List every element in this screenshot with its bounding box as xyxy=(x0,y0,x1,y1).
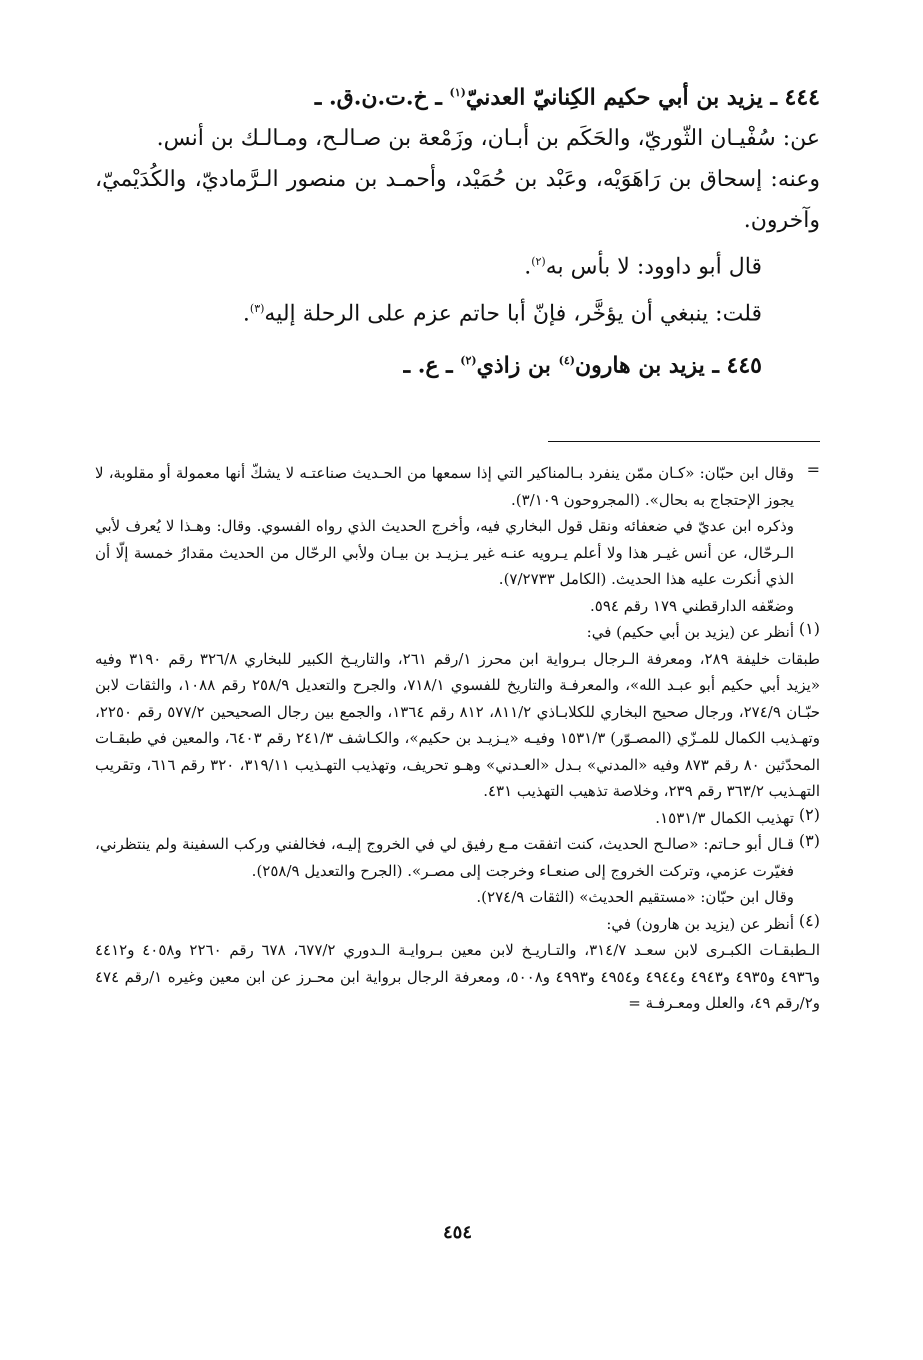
author-comment-text: قلت: ينبغي أن يؤخَّر، فإنّ أبا حاتم عزم على الرحلة إليه xyxy=(264,300,762,326)
entry-444-teachers: عن: سُفْيـان الثّوريّ، والحَكَم بن أبـان، وزَمْعة بن صـالـح، ومـالـك بن أنس. xyxy=(156,126,820,152)
book-page xyxy=(95,72,820,1342)
footnote-1 xyxy=(95,619,820,805)
entry-445-heading xyxy=(95,340,820,386)
entry-444-heading xyxy=(95,72,820,118)
main-text xyxy=(95,72,820,386)
footnote-4-para-2: الـطبقـات الكبـرى لابن سعـد ٣١٤/٧، والتـاريـخ لابن معين بـروايـة الـدوري ٦٧٧/٢، ٦٧٨ رقم ٢٢٦٠ و٤٠٥٨ و٤٤١٢ و٤٩٣٦ و٤٩٣٥ و٤٩٤٣ و٤٩٤٤ و٤٩٥٤ و٤٩٩٣ و٥٠٠٨، ومعرفة الرجال برواية ابن محـرز عن ابن معين وغيره ١/رقم ٤٧٤ و٢/رقم ٤٩، والعلل ومعـرفـة = xyxy=(95,941,821,1012)
footnote-4-para-1: أنظر عن (يزيد بن هارون) في: xyxy=(606,914,794,933)
footnote-continuation xyxy=(95,460,820,619)
footnote-ref-3[interactable]: (٣) xyxy=(249,301,265,315)
continuation-para-2: وذكره ابن عديّ في ضعفائه ونقل قول البخاري فيه، وأخرج الحديث الذي رواه الفسوي. وقال: وهـذا لا يُعرف لأبي الـرحّال، عن أنس غيـر هذا ولا أعلم يـرويه عنـه غير يـزيـد بن بيـان ولأبي الرحّال من الحديث مقدارُ خمسة إلّا أن الذي أنكرت عليه هذا الحديث. (الكامل ٧/٢٧٣٣). xyxy=(95,517,794,588)
entry-444-codes: ـ خ.ت.ن.ق. ـ xyxy=(314,84,450,111)
footnote-3 xyxy=(95,831,820,911)
abu-dawud-statement xyxy=(95,241,820,287)
footnote-1-para-1: أنظر عن (يزيد بن أبي حكيم) في: xyxy=(586,623,794,641)
footnote-ref-2[interactable]: (٢) xyxy=(531,255,546,269)
footnote-number: (٣) xyxy=(798,831,820,850)
footnote-number: (١) xyxy=(798,619,820,638)
footnote-2-para-1: تهذيب الكمال ١٥٣١/٣. xyxy=(655,808,794,827)
footnote-3-para-2: وقال ابن حبّان: «مستقيم الحديث» (الثقات ٢٧٤/٩). xyxy=(476,888,794,906)
footnote-separator xyxy=(548,441,820,442)
entry-445-codes: ـ ع. ـ xyxy=(403,352,461,379)
footnote-2 xyxy=(95,805,820,832)
footnote-number: (٤) xyxy=(798,910,820,930)
footnote-4 xyxy=(95,911,820,1017)
footnote-ref-4[interactable]: (٤) xyxy=(558,353,575,367)
author-comment-end: . xyxy=(242,300,250,326)
footnotes xyxy=(95,460,820,1017)
footnote-number: (٢) xyxy=(798,804,820,824)
abu-dawud-end: . xyxy=(524,254,532,280)
entry-445-title-b: بن زاذي xyxy=(476,352,559,379)
author-comment xyxy=(95,288,820,334)
abu-dawud-text: قال أبو داوود: لا بأس به xyxy=(545,254,762,280)
entry-445-title-a: ٤٤٥ ـ يزيد بن هارون xyxy=(574,352,762,379)
footnote-ref-2b[interactable]: (٢) xyxy=(460,353,477,367)
page-number: ٤٥٤ xyxy=(442,1222,472,1243)
entry-444-title: ٤٤٤ ـ يزيد بن أبي حكيم الكِنانيّ العدنيّ xyxy=(465,84,820,111)
continuation-para-1: وقال ابن حبّان: «كـان ممّن ينفرد بـالمناكير التي إذا سمعها من الحـديث صناعتـه لا يشكّ أنها معمولة أو مقلوبة، لا يجوز الإحتجاج به بحال». (المجروحون ٣/١٠٩). xyxy=(95,464,794,509)
footnote-1-para-2: طبقات خليفة ٢٨٩، ومعرفة الـرجال بـرواية ابن محرز ١/رقم ٢٦١، والتاريـخ الكبير للبخاري ٣٢٦/٨ رقم ٣١٩٠ وفيه «يزيد أبي حكيم أبو عبـد الله»، والمعرفـة والتاريخ للفسوي ٧١٨/١، والجرح والتعديل ٢٥٨/٩ رقم ١٠٨٨، والثقات لابن حبّـان ٢٧٤/٩، ورجال صحيح البخاري للكلابـاذي ٨١١/٢، ٨١٢ رقم ١٣٦٤، والجمع بين رجال الصحيحين ٥٧٧/٢ رقم ٢٢٥٠، وتهـذيب الكمال للمـزّي (المصـوّر) ١٥٣١/٣ وفيـه «يـزيـد بن حكيم»، والكـاشف ٢٤١/٣ رقم ٦٤٠٣، والمعين في طبقـات المحدّثين ٨٠ رقم ٨٧٣ وفيه «المدني» بـدل «العـدني» وهـو تحريف، وتهذيب التهـذيب ٣١٩/١١، ٣٢٠ رقم ٦١٦، وتقريب التهـذيب ٣٦٣/٢ رقم ٢٣٩، وخلاصة تذهيب التهذيب ٤٣١. xyxy=(95,649,821,800)
entry-444-students: وعنه: إسحاق بن رَاهَوَيْه، وعَبْد بن حُمَيْد، وأحمـد بن منصور الـرَّماديّ، والكُدَيْميّ، وآخرون. xyxy=(95,167,820,234)
continuation-para-3: وضعّفه الدارقطني ١٧٩ رقم ٥٩٤. xyxy=(590,596,794,615)
continuation-mark: = xyxy=(806,460,820,479)
footnote-ref-1[interactable]: (١) xyxy=(449,86,466,99)
footnote-3-para-1: قـال أبو حـاتم: «صالـح الحديث، كنت اتفقت مـع رفيق لي في الخروج إليـه، فخالفني وركب السفينة ولم ينتظرني، فغيّرت عزمي، وتركت الخروج إلى صنعـاء وخرجت إلى مصـر». (الجرح والتعديل ٢٥٨/٩). xyxy=(95,835,794,880)
